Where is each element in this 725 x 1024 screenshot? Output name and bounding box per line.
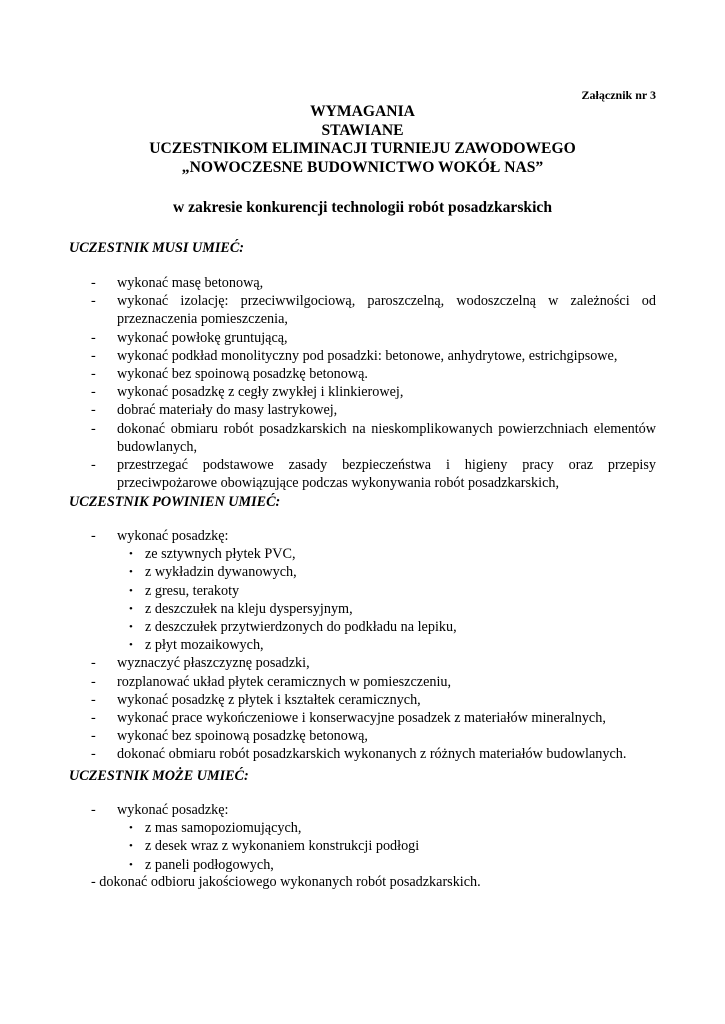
- list-item: - wykonać posadzkę: • ze sztywnych płytek PVC, • z wykładzin dywanowych, • z gresu, terakoty • z deszczułek na kleju dyspersyjnym, • z deszczułek przytwierdzonych do podkładu na lepiku, • z płyt mozaikowych,: [91, 527, 656, 654]
- must-list: [91, 274, 656, 492]
- dash-marker: -: [91, 655, 96, 672]
- dash-marker: -: [91, 673, 96, 690]
- title-line: „NOWOCZESNE BUDOWNICTWO WOKÓŁ NAS”: [181, 158, 544, 176]
- sub-list-item: • z wykładzin dywanowych,: [129, 564, 297, 581]
- dash-marker: -: [91, 728, 96, 745]
- dash-marker: -: [91, 366, 96, 383]
- dash-marker: -: [91, 329, 96, 346]
- dash-marker: -: [91, 746, 96, 763]
- list-item: - wykonać prace wykończeniowe i konserwacyjne posadzek z materiałów mineralnych,: [91, 710, 606, 727]
- dash-marker: -: [91, 402, 96, 419]
- bullet-icon: •: [129, 602, 133, 615]
- should-list: [91, 527, 656, 764]
- list-item: - wykonać podkład monolityczny pod posadzki: betonowe, anhydrytowe, estrichgipsowe,: [91, 347, 618, 364]
- list-item: - wykonać posadzkę: • z mas samopoziomujących, • z desek wraz z wykonaniem konstrukcji podłogi • z paneli podłogowych,: [91, 801, 656, 874]
- list-item: - dokonać obmiaru robót posadzkarskich na nieskomplikowanych powierzchniach elementów budowlanych,: [91, 420, 656, 455]
- list-item: - wykonać posadzkę z płytek i kształtek ceramicznych,: [91, 691, 421, 708]
- annex-label: Załącznik nr 3: [581, 88, 656, 102]
- bullet-icon: •: [129, 621, 133, 634]
- document-subtitle: w zakresie konkurencji technologii robót posadzkarskich: [172, 199, 553, 216]
- may-list: [91, 801, 656, 874]
- may-sub-list: [91, 819, 656, 874]
- bullet-icon: •: [129, 639, 133, 652]
- section-heading-must: UCZESTNIK MUSI UMIEĆ:: [69, 240, 245, 256]
- sub-list-item: • z deszczułek przytwierdzonych do podkładu na lepiku,: [129, 619, 457, 636]
- dash-marker: -: [91, 528, 96, 544]
- list-item: - wykonać powłokę gruntującą,: [91, 329, 288, 346]
- dash-marker: -: [91, 710, 96, 727]
- dash-marker: -: [91, 457, 96, 474]
- list-item: - przestrzegać podstawowe zasady bezpieczeństwa i higieny pracy oraz przepisy przeciwpożarowe obowiązujące podczas wykonywania robót posadzkarskich,: [91, 457, 656, 492]
- sub-list-item: • z gresu, terakoty: [129, 582, 240, 599]
- dash-marker: -: [91, 384, 96, 401]
- list-item: - wykonać posadzkę z cegły zwykłej i klinkierowej,: [91, 384, 404, 401]
- sub-list-item: • ze sztywnych płytek PVC,: [129, 546, 296, 563]
- bullet-icon: •: [129, 840, 133, 853]
- list-item: - wykonać masę betonową,: [91, 275, 264, 291]
- bullet-icon: •: [129, 822, 133, 835]
- document-title: [0, 103, 725, 177]
- bullet-icon: •: [129, 548, 133, 561]
- title-line: UCZESTNIKOM ELIMINACJI TURNIEJU ZAWODOWEGO: [149, 140, 576, 158]
- dash-marker: -: [91, 275, 96, 291]
- dash-marker: -: [91, 347, 96, 364]
- title-line: WYMAGANIA: [310, 103, 415, 120]
- title-line: STAWIANE: [321, 121, 404, 139]
- sub-list-item: • z mas samopoziomujących,: [129, 820, 302, 837]
- should-sub-list: [91, 545, 656, 654]
- list-item: - dokonać obmiaru robót posadzkarskich wykonanych z różnych materiałów budowlanych.: [91, 746, 627, 763]
- list-item: - wykonać bez spoinową posadzkę betonową.: [91, 366, 368, 383]
- section-heading-may: UCZESTNIK MOŻE UMIEĆ:: [69, 768, 249, 784]
- may-last-line: - dokonać odbioru jakościowego wykonanych robót posadzkarskich.: [91, 874, 481, 890]
- bullet-icon: •: [129, 584, 133, 597]
- sub-list-item: • z płyt mozaikowych,: [129, 637, 264, 654]
- list-item: - wykonać bez spoinową posadzkę betonową,: [91, 728, 368, 745]
- list-item: - dobrać materiały do masy lastrykowej,: [91, 402, 338, 419]
- section-heading-should: UCZESTNIK POWINIEN UMIEĆ:: [69, 494, 281, 510]
- list-item: - wykonać izolację: przeciwwilgociową, paroszczelną, wodoszczelną w zależności od przeznaczenia pomieszczenia,: [91, 293, 656, 328]
- sub-list-item: • z paneli podłogowych,: [129, 856, 274, 873]
- bullet-icon: •: [129, 858, 133, 871]
- sub-list-item: • z deszczułek na kleju dyspersyjnym,: [129, 600, 353, 617]
- sub-list-item: • z desek wraz z wykonaniem konstrukcji podłogi: [129, 838, 420, 855]
- list-item: - rozplanować układ płytek ceramicznych w pomieszczeniu,: [91, 673, 452, 690]
- dash-marker: -: [91, 293, 96, 310]
- dash-marker: -: [91, 420, 96, 437]
- bullet-icon: •: [129, 566, 133, 579]
- dash-marker: -: [91, 691, 96, 708]
- dash-marker: -: [91, 802, 96, 818]
- list-item: - wyznaczyć płaszczyznę posadzki,: [91, 655, 310, 672]
